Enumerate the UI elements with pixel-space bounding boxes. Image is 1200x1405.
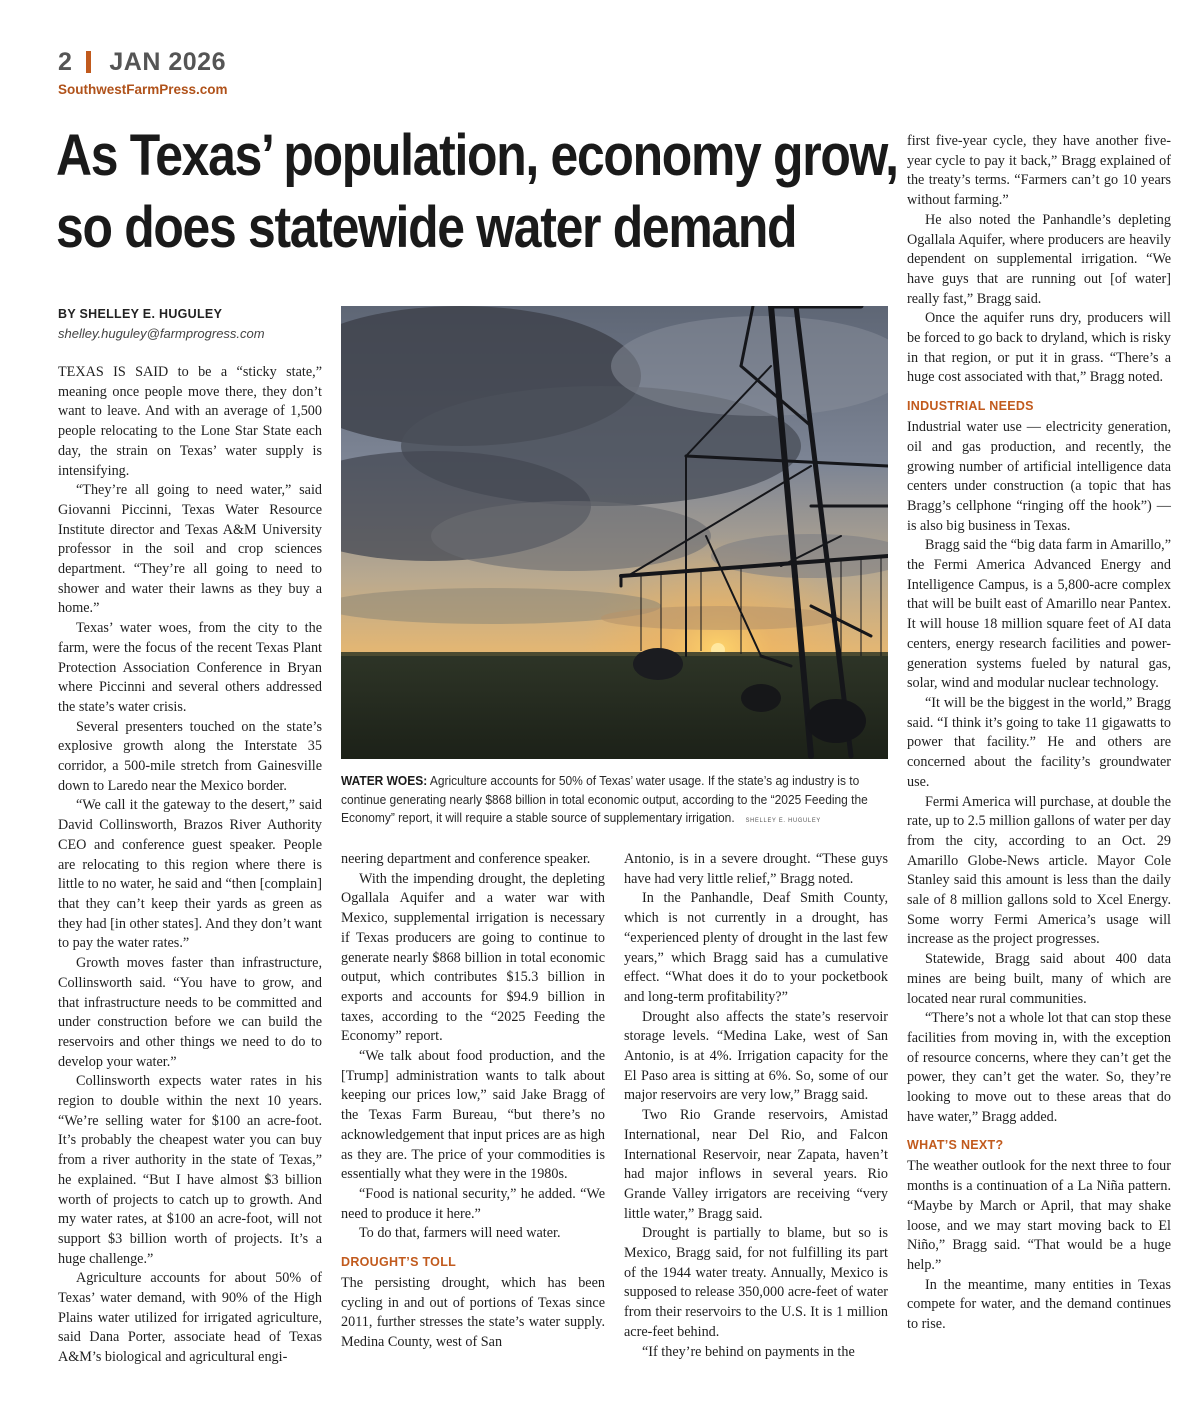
- paragraph: “We talk about food production, and the [Trump] administration wants to talk about keeping our prices low,” said Jake Bragg of the Texas Farm Bureau, “but there’s no acknowledgement that input prices are as high as they are. The price of your commodities is essentially what they were in the 1980s.: [341, 1048, 605, 1183]
- photo-caption: [341, 772, 888, 831]
- paragraph: Bragg said the “big data farm in Amarillo,” the Fermi America Advanced Energy and Intelligence Campus, is a 5,800-acre complex that will be built east of Amarillo near Pantex. It will house 18 million square feet of AI data centers, energy research facilities and power-generation systems fueled by natural gas, solar, wind and modular nuclear technology.: [907, 537, 1171, 692]
- article-column-2: [341, 850, 605, 1353]
- paragraph: first five-year cycle, they have another five-year cycle to pay it back,” Bragg explained of the treaty’s terms. “Farmers can’t go 10 years without farming.”: [907, 133, 1171, 209]
- irrigation-pivot-sunset-image: [341, 306, 888, 759]
- paragraph: Statewide, Bragg said about 400 data mines are being built, many of which are located near rural communities.: [907, 951, 1171, 1007]
- paragraph: “They’re all going to need water,” said Giovanni Piccinni, Texas Water Resource Institute director and Texas A&M University professor in the soil and crop sciences department. “They’re all going to need to shower and water their lawns as they buy a home.”: [58, 482, 322, 617]
- article-photo: [341, 306, 888, 759]
- site-url[interactable]: SouthwestFarmPress.com: [58, 82, 228, 97]
- section-heading-industrial-needs: INDUSTRIAL NEEDS: [907, 399, 1034, 414]
- paragraph: Fermi America will purchase, at double the rate, up to 2.5 million gallons of water per day from the city, according to an Oct. 29 Amarillo Globe-News article. Mayor Cole Stanley said this amount is less than the daily sale of 8 million gallons sold to Xcel Energy. Some worry Fermi America’s usage will increase as the project progresses.: [907, 793, 1171, 948]
- paragraph: “It will be the biggest in the world,” Bragg said. “I think it’s going to take 11 gigawatts to power that facility.” He and others are concerned about the facility’s groundwater use.: [907, 694, 1171, 790]
- paragraph: He also noted the Panhandle’s depleting Ogallala Aquifer, where producers are heavily dependent on supplemental irrigation. “We have guys that are running out [of water] really fast,” Bragg said.: [907, 211, 1171, 307]
- paragraph: Collinsworth expects water rates in his region to double within the next 10 years. “We’re selling water for $100 an acre-foot. It’s probably the cheapest water you can buy from a river authority in the state of Texas,” he explained. “But I have almost $3 billion worth of projects to catch up to growth. And my water rates, at $100 an acre-foot, will not support $3 billion worth of projects. It’s a huge challenge.”: [58, 1073, 322, 1267]
- page-number: 2: [58, 47, 73, 76]
- article-column-4: [907, 132, 1171, 1335]
- section-heading-whats-next: WHAT’S NEXT?: [907, 1138, 1004, 1153]
- paragraph: Antonio, is in a severe drought. “These guys have had very little relief,” Bragg noted.: [624, 851, 888, 887]
- section-heading-droughts-toll: DROUGHT’S TOLL: [341, 1255, 457, 1270]
- paragraph: In the meantime, many entities in Texas compete for water, and the demand continues to rise.: [907, 1276, 1171, 1333]
- paragraph: Industrial water use — electricity generation, oil and gas production, and recently, the growing number of artificial intelligence data centers under construction (a topic that has Bragg’s cellphone “ringing off the hook”) — is also big business in Texas.: [907, 419, 1171, 534]
- paragraph: “Food is national security,” he added. “We need to produce it here.”: [341, 1185, 605, 1222]
- paragraph: “There’s not a whole lot that can stop these facilities from moving in, with the exception of resource concerns, where they can’t get the power, they can’t get the water. So, they’re looking to move out to these areas that do have water,” Bragg added.: [907, 1010, 1171, 1125]
- paragraph: Several presenters touched on the state’s explosive growth along the Interstate 35 corridor, a 500-mile stretch from Gainesville down to Laredo near the Mexico border.: [58, 718, 322, 794]
- paragraph: Two Rio Grande reservoirs, Amistad International, near Del Rio, and Falcon International Reservoir, near Zapata, haven’t had major inflows in several years. Rio Grande Valley irrigators are receiving “very little water,” Bragg said.: [624, 1107, 888, 1222]
- caption-text: Agriculture accounts for 50% of Texas’ water usage. If the state’s ag industry is to continue generating nearly $868 billion in total economic output, according to the “2025 Feeding the Economy” report, it will require a stable source of supplementary irrigation.: [341, 774, 868, 825]
- article-column-3: [624, 850, 888, 1362]
- byline: BY SHELLEY E. HUGULEY: [58, 307, 223, 321]
- paragraph: Drought also affects the state’s reservoir storage levels. “Medina Lake, west of San Antonio, is at 4%. Irrigation capacity for the El Paso area is sitting at 6%. So, some of our major reservoirs are very low,” Bragg said.: [624, 1008, 888, 1104]
- paragraph: With the impending drought, the depleting Ogallala Aquifer and a water war with Mexico, supplemental irrigation is necessary if Texas producers are going to continue to generate nearly $868 billion in total economic output, which contributes $15.3 billion in exports and accounts for $94.9 billion in taxes, according to the “2025 Feeding the Economy” report.: [341, 870, 605, 1045]
- folio-divider: [86, 51, 91, 73]
- paragraph: Once the aquifer runs dry, producers will be forced to go back to dryland, which is risky in that region, or put it in grass. “There’s a huge cost associated with that,” Bragg noted.: [907, 310, 1171, 386]
- paragraph: “If they’re behind on payments in the: [642, 1343, 855, 1360]
- photo-credit: SHELLEY E. HUGULEY: [745, 818, 821, 824]
- article-column-1: [58, 363, 322, 1368]
- paragraph: Agriculture accounts for about 50% of Texas’ water demand, with 90% of the High Plains water utilized for irrigated agriculture, said Dana Porter, associate head of Texas A&M’s biological and agricultural engi-: [58, 1270, 322, 1366]
- article-headline: As Texas’ population, economy grow, so does statewide water demand: [56, 123, 898, 260]
- paragraph: In the Panhandle, Deaf Smith County, which is not currently in a drought, has “experienced plenty of drought in the last few years,” which Bragg said has a cumulative effect. “What does it do to your pocketbook and long-term profitability?”: [624, 890, 888, 1005]
- paragraph: The persisting drought, which has been cycling in and out of portions of Texas since 2011, further stresses the state’s water supply. Medina County, west of San: [341, 1275, 605, 1351]
- author-email[interactable]: shelley.huguley@farmprogress.com: [58, 326, 265, 341]
- paragraph: neering department and conference speaker.: [341, 851, 591, 867]
- paragraph: The weather outlook for the next three to four months is a continuation of a La Niña pattern. “Maybe by March or April, that may shake loose, and we may start moving back to El Niño,” Bragg said. “That would be a huge help.”: [907, 1158, 1171, 1273]
- paragraph: To do that, farmers will need water.: [359, 1225, 561, 1242]
- paragraph: “We call it the gateway to the desert,” said David Collinsworth, Brazos River Authority CEO and conference guest speaker. People are relocating to this region where there is little to no water, he said and “then [complain] that they can’t keep their yards as green as they had [in other states]. And they don’t want to pay the water rates.”: [58, 797, 322, 952]
- caption-lead: WATER WOES:: [341, 774, 428, 788]
- paragraph: Growth moves faster than infrastructure, Collinsworth said. “You have to grow, and that infrastructure needs to be committed and under construction before we can build the reservoirs and other things we need to do to develop your water.”: [58, 955, 322, 1070]
- page-folio: [58, 46, 226, 78]
- paragraph: Texas’ water woes, from the city to the farm, were the focus of the recent Texas Plant Protection Association Conference in Bryan where Piccinni and several others addressed the state’s water crisis.: [58, 620, 322, 715]
- paragraph: Drought is partially to blame, but so is Mexico, Bragg said, for not fulfilling its part of the 1944 water treaty. Annually, Mexico is supposed to release 350,000 acre-feet of water from their reservoirs to the U.S. It is 1 million acre-feet behind.: [624, 1225, 888, 1340]
- paragraph: TEXAS IS SAID to be a “sticky state,” meaning once people move there, they don’t want to leave. And with an average of 1,500 people relocating to the Lone Star State each day, the strain on Texas’ water supply is intensifying.: [58, 364, 322, 479]
- issue-date: JAN 2026: [109, 47, 226, 76]
